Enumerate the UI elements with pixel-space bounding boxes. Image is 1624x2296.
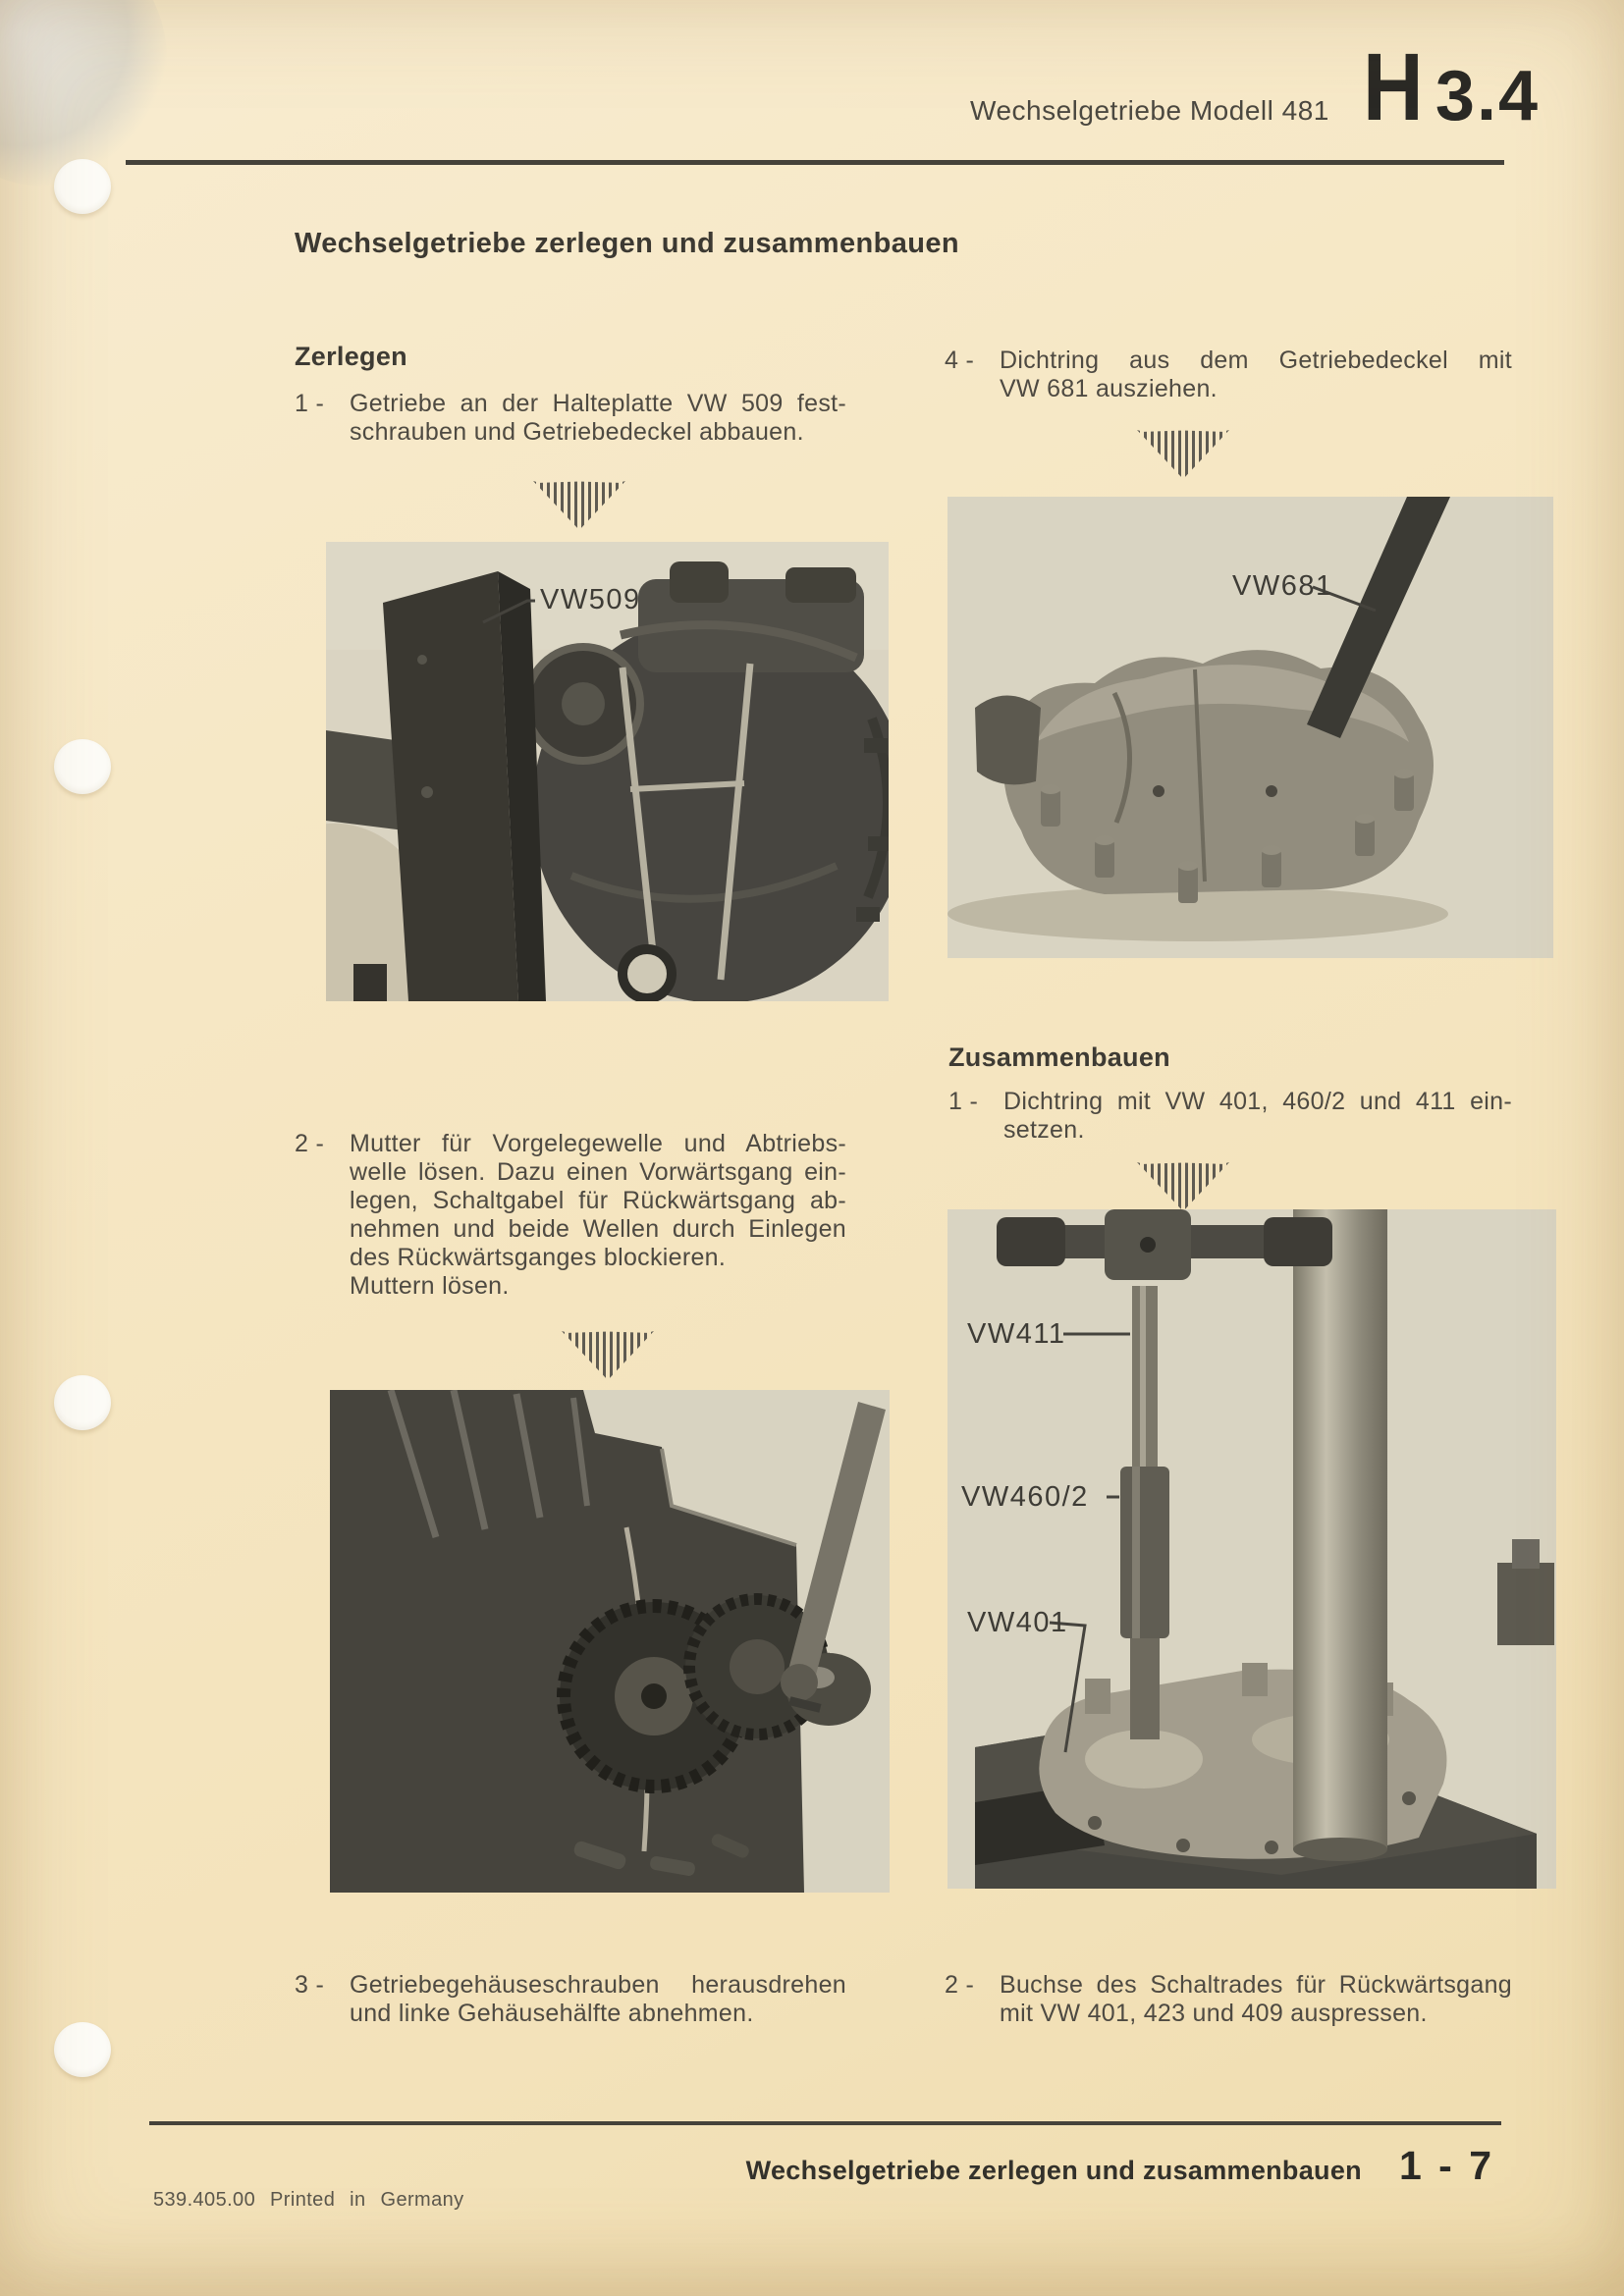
step-text-line: Dichtring aus dem Getriebedeckel mit <box>1000 347 1512 374</box>
photo-label-vw681: VW681 <box>1232 570 1333 602</box>
header-rule <box>126 160 1504 165</box>
step-text-line: Buchse des Schaltrades für Rückwärtsgang <box>1000 1971 1512 1999</box>
step-number: 4 - <box>945 347 975 374</box>
header-chapter-title: Wechselgetriebe Modell 481 <box>970 95 1329 126</box>
photo-label-vw401: VW401 <box>967 1607 1068 1638</box>
photo-label-vw460-2: VW460/2 <box>961 1481 1089 1513</box>
down-arrow-icon <box>562 1331 654 1378</box>
step-text-line: nehmen und beide Wellen durch Einlegen <box>350 1215 846 1243</box>
footer-chapter-title: Wechselgetriebe zerlegen und zusammenbauen <box>745 2156 1362 2185</box>
down-arrow-icon <box>1137 430 1229 477</box>
photo-gearbox-cover-pry-tool <box>947 497 1553 958</box>
punch-hole <box>54 2022 111 2077</box>
step-item-4-zerlegen <box>945 347 1512 403</box>
step-item-1-zerlegen <box>295 390 846 447</box>
photo-press-tool-assembly <box>947 1209 1556 1889</box>
step-text-line: Getriebegehäuseschrauben herausdrehen <box>350 1971 846 1999</box>
step-number: 3 - <box>295 1971 325 1999</box>
punch-hole <box>54 159 111 214</box>
step-text-line: legen, Schaltgabel für Rückwärtsgang ab- <box>350 1187 846 1214</box>
step-text-line: schrauben und Getriebedeckel abbauen. <box>350 418 804 446</box>
step-text-line: VW 681 ausziehen. <box>1000 375 1218 402</box>
punch-hole <box>54 1375 111 1430</box>
step-item-1-zusammenbauen <box>948 1088 1512 1145</box>
step-number: 1 - <box>295 390 325 417</box>
footer-imprint: 539.405.00 Printed in Germany <box>153 2189 464 2211</box>
page-header <box>0 33 1540 140</box>
step-text-line: Dichtring mit VW 401, 460/2 und 411 ein- <box>1003 1088 1512 1115</box>
page-title: Wechselgetriebe zerlegen und zusammenbauen <box>295 228 960 259</box>
zusammenbauen-heading: Zusammenbauen <box>948 1042 1170 1072</box>
step-text-line: setzen. <box>1003 1116 1085 1144</box>
page-number: 1 - 7 <box>1398 2143 1494 2188</box>
step-text-line: und linke Gehäusehälfte abnehmen. <box>350 2000 754 2027</box>
photo-gearbox-on-holding-plate <box>326 542 889 1001</box>
header-section-letter: H <box>1362 33 1422 140</box>
step-text-line: Getriebe an der Halteplatte VW 509 fest- <box>350 390 846 417</box>
step-number: 1 - <box>948 1088 979 1115</box>
step-item-2-zerlegen <box>295 1130 846 1301</box>
footer-right <box>589 2143 1494 2188</box>
step-text-line: des Rückwärtsganges blockieren. <box>350 1244 727 1271</box>
step-item-3-zerlegen <box>295 1971 846 2028</box>
step-item-2-zusammenbauen <box>945 1971 1512 2028</box>
step-number: 2 - <box>295 1130 325 1157</box>
photo-gearbox-open-gears <box>330 1390 890 1893</box>
step-text-line: Mutter für Vorgelegewelle und Abtriebs- <box>350 1130 846 1157</box>
step-number: 2 - <box>945 1971 975 1999</box>
step-text-line: Muttern lösen. <box>350 1272 510 1300</box>
photo-label-vw411: VW411 <box>967 1318 1066 1350</box>
step-text-line: welle lösen. Dazu einen Vorwärtsgang ein- <box>350 1158 846 1186</box>
zerlegen-heading: Zerlegen <box>295 342 407 371</box>
punch-hole <box>54 739 111 794</box>
header-section-number: 3.4 <box>1435 57 1540 135</box>
down-arrow-icon <box>1137 1162 1229 1209</box>
down-arrow-icon <box>533 481 625 528</box>
step-text-line: mit VW 401, 423 und 409 auspressen. <box>1000 2000 1428 2027</box>
photo-label-vw509: VW509 <box>540 584 641 615</box>
footer-rule <box>149 2121 1501 2125</box>
